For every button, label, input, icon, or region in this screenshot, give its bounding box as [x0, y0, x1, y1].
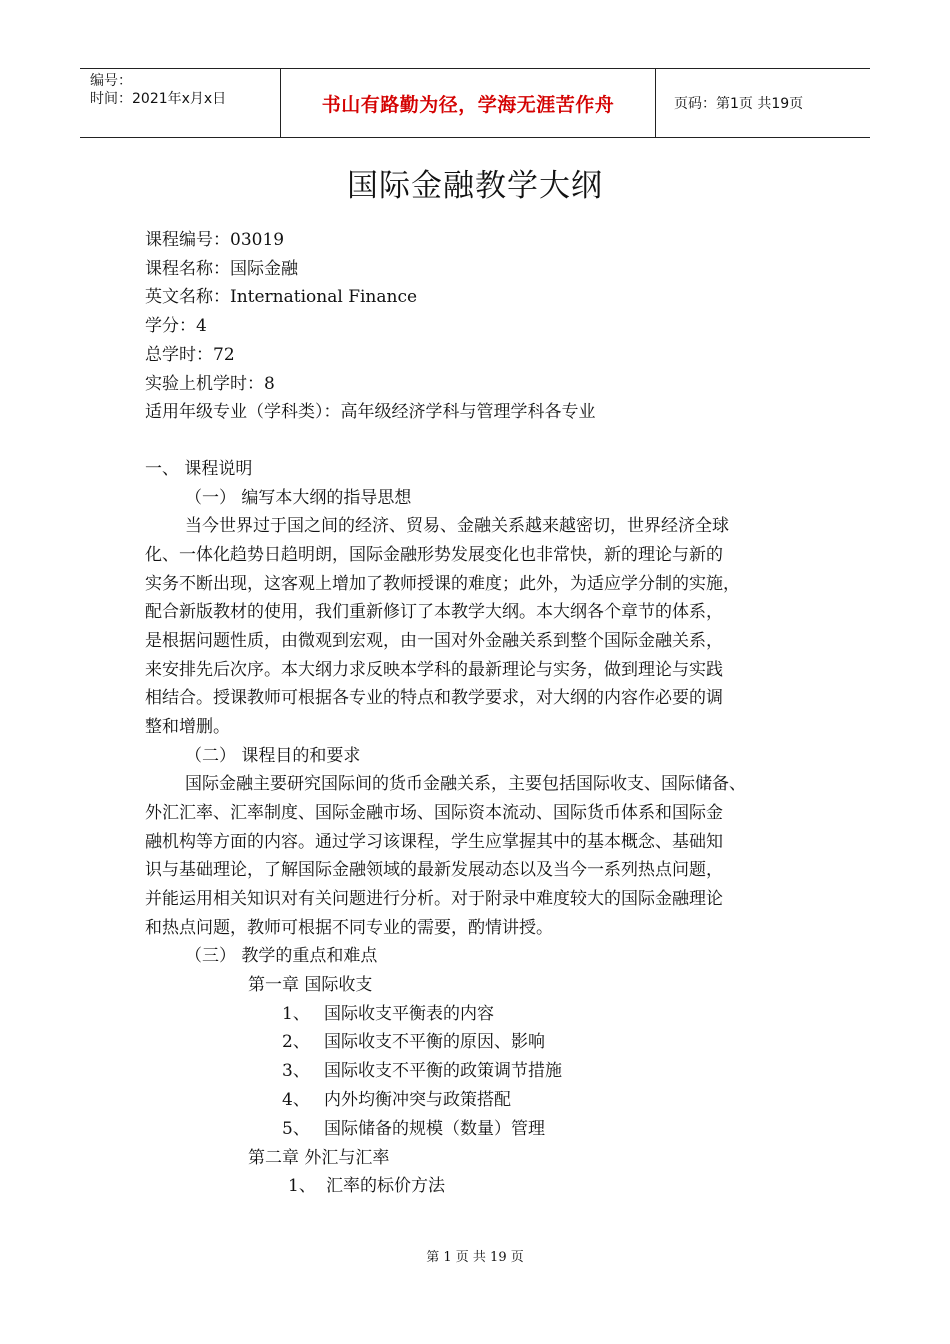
paragraph-line: 是根据问题性质，由微观到宏观，由一国对外金融关系到整个国际金融关系， [145, 631, 723, 651]
paragraph-line: 相结合。授课教师可根据各专业的特点和教学要求，对大纲的内容作必要的调 [145, 688, 723, 708]
course-name: 课程名称：国际金融 [145, 259, 298, 279]
list-item-text: 国际收支平衡表的内容 [324, 1004, 494, 1024]
list-item-text: 汇率的标价方法 [326, 1176, 445, 1196]
header-meta [80, 69, 280, 137]
lab-hours: 实验上机学时：8 [145, 374, 275, 394]
paragraph-line: 外汇汇率、汇率制度、国际金融市场、国际资本流动、国际货币体系和国际金 [145, 803, 723, 823]
list-item-number: 5、 [282, 1119, 310, 1139]
total-hours: 总学时：72 [145, 345, 235, 365]
paragraph-line: 当今世界过于国之间的经济、贸易、金融关系越来越密切，世界经济全球 [185, 516, 729, 536]
list-item-number: 1、 [282, 1004, 310, 1024]
list-item-text: 国际收支不平衡的政策调节措施 [324, 1061, 562, 1081]
list-item-number: 2、 [282, 1032, 310, 1052]
paragraph-line: 化、一体化趋势日趋明朗，国际金融形势发展变化也非常快，新的理论与新的 [145, 545, 723, 565]
english-name: 英文名称：International Finance [145, 287, 418, 307]
page-header [80, 68, 870, 138]
chapter-heading: 第二章 外汇与汇率 [248, 1148, 390, 1168]
subsection-heading: （二） 课程目的和要求 [185, 746, 361, 766]
header-page-info [664, 69, 870, 137]
paragraph-line: 并能运用相关知识对有关问题进行分析。对于附录中难度较大的国际金融理论 [145, 889, 723, 909]
list-item-number: 3、 [282, 1061, 310, 1081]
course-code: 课程编号：03019 [145, 230, 285, 250]
paragraph-line: 国际金融主要研究国际间的货币金融关系，主要包括国际收支、国际储备、 [185, 774, 746, 794]
header-motto: 书山有路勤为径，学海无涯苦作舟 [280, 69, 656, 137]
applicable-majors: 适用年级专业（学科类）：高年级经济学科与管理学科各专业 [145, 402, 596, 422]
list-item-number: 4、 [282, 1090, 310, 1110]
subsection-heading: （一） 编写本大纲的指导思想 [185, 488, 412, 508]
paragraph-line: 融机构等方面的内容。通过学习该课程，学生应掌握其中的基本概念、基础知 [145, 832, 723, 852]
page-footer: 第 1 页 共 19 页 [426, 1250, 524, 1265]
document-time-label: 时间：2021年x月x日 [90, 91, 227, 107]
page-info-text: 页码：第1页 共19页 [674, 96, 804, 112]
list-item-text: 国际储备的规模（数量）管理 [324, 1119, 545, 1139]
credits: 学分：4 [145, 316, 207, 336]
paragraph-line: 配合新版教材的使用，我们重新修订了本教学大纲。本大纲各个章节的体系， [145, 602, 723, 622]
chapter-heading: 第一章 国际收支 [248, 975, 373, 995]
list-item-text: 内外均衡冲突与政策搭配 [324, 1090, 511, 1110]
subsection-heading: （三） 教学的重点和难点 [185, 946, 378, 966]
list-item-number: 1、 [288, 1176, 316, 1196]
document-code-label: 编号： [90, 73, 132, 89]
paragraph-line: 识与基础理论，了解国际金融领域的最新发展动态以及当今一系列热点问题， [145, 860, 723, 880]
section-heading: 一、 课程说明 [145, 459, 253, 479]
paragraph-line: 来安排先后次序。本大纲力求反映本学科的最新理论与实务，做到理论与实践 [145, 660, 723, 680]
list-item-text: 国际收支不平衡的原因、影响 [324, 1032, 545, 1052]
document-title: 国际金融教学大纲 [347, 168, 603, 204]
paragraph-line: 和热点问题，教师可根据不同专业的需要，酌情讲授。 [145, 918, 553, 938]
paragraph-line: 实务不断出现，这客观上增加了教师授课的难度；此外，为适应学分制的实施， [145, 574, 740, 594]
paragraph-line: 整和增删。 [145, 717, 230, 737]
